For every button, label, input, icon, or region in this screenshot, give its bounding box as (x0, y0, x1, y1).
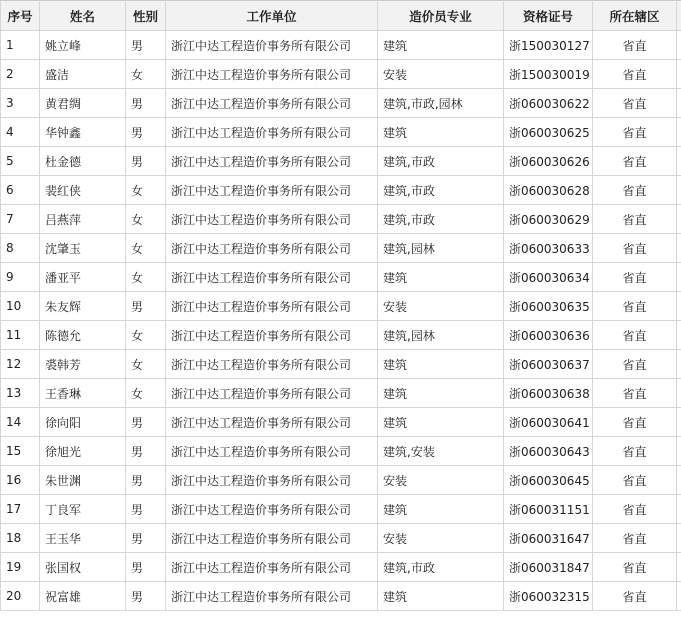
cell-employer: 浙江中达工程造价事务所有限公司 (166, 495, 378, 524)
cell-employer: 浙江中达工程造价事务所有限公司 (166, 176, 378, 205)
cell-district: 省直 (593, 582, 677, 611)
cell-certificate: 浙060031647 (504, 524, 593, 553)
cell-employer: 浙江中达工程造价事务所有限公司 (166, 466, 378, 495)
table-row (1, 437, 681, 466)
table-row (1, 205, 681, 234)
cell-index: 9 (1, 263, 40, 292)
cell-gender: 男 (126, 292, 166, 321)
cell-index: 3 (1, 89, 40, 118)
table-row (1, 89, 681, 118)
cell-index: 14 (1, 408, 40, 437)
table-row (1, 495, 681, 524)
cell-edge (677, 292, 681, 321)
table-row (1, 553, 681, 582)
cell-certificate: 浙060030645 (504, 466, 593, 495)
cell-specialty: 建筑,市政 (378, 205, 504, 234)
cell-district: 省直 (593, 379, 677, 408)
table-row (1, 60, 681, 89)
cell-name: 盛洁 (40, 60, 126, 89)
cell-gender: 男 (126, 582, 166, 611)
cell-name: 华钟鑫 (40, 118, 126, 147)
cell-specialty: 安装 (378, 60, 504, 89)
cell-name: 丁良军 (40, 495, 126, 524)
cell-name: 黄君绸 (40, 89, 126, 118)
cell-gender: 男 (126, 118, 166, 147)
table-row (1, 234, 681, 263)
cell-employer: 浙江中达工程造价事务所有限公司 (166, 89, 378, 118)
cell-district: 省直 (593, 350, 677, 379)
table-row (1, 524, 681, 553)
cell-certificate: 浙060030636 (504, 321, 593, 350)
cell-employer: 浙江中达工程造价事务所有限公司 (166, 321, 378, 350)
cell-edge (677, 466, 681, 495)
cell-employer: 浙江中达工程造价事务所有限公司 (166, 553, 378, 582)
cell-index: 13 (1, 379, 40, 408)
cell-district: 省直 (593, 89, 677, 118)
cell-specialty: 建筑 (378, 350, 504, 379)
cell-specialty: 建筑,园林 (378, 234, 504, 263)
cell-employer: 浙江中达工程造价事务所有限公司 (166, 118, 378, 147)
cell-index: 15 (1, 437, 40, 466)
cell-certificate: 浙060030641 (504, 408, 593, 437)
cell-certificate: 浙150030127 (504, 31, 593, 60)
cell-gender: 男 (126, 147, 166, 176)
cell-edge (677, 234, 681, 263)
cell-employer: 浙江中达工程造价事务所有限公司 (166, 582, 378, 611)
cell-gender: 男 (126, 437, 166, 466)
cell-gender: 女 (126, 263, 166, 292)
table-row (1, 582, 681, 611)
cell-specialty: 建筑,市政 (378, 553, 504, 582)
cell-edge (677, 321, 681, 350)
cell-employer: 浙江中达工程造价事务所有限公司 (166, 524, 378, 553)
cell-edge (677, 89, 681, 118)
cell-name: 潘亚平 (40, 263, 126, 292)
table-row (1, 466, 681, 495)
header-certificate: 资格证号 (504, 1, 593, 31)
cell-specialty: 安装 (378, 524, 504, 553)
cell-name: 王玉华 (40, 524, 126, 553)
cell-gender: 男 (126, 31, 166, 60)
cell-employer: 浙江中达工程造价事务所有限公司 (166, 379, 378, 408)
cell-district: 省直 (593, 118, 677, 147)
cell-district: 省直 (593, 292, 677, 321)
cell-employer: 浙江中达工程造价事务所有限公司 (166, 350, 378, 379)
cell-certificate: 浙060030629 (504, 205, 593, 234)
cell-edge (677, 495, 681, 524)
cell-gender: 男 (126, 466, 166, 495)
cell-specialty: 建筑,市政 (378, 176, 504, 205)
cell-edge (677, 524, 681, 553)
cell-edge (677, 205, 681, 234)
cell-index: 6 (1, 176, 40, 205)
header-row (1, 1, 681, 31)
cell-district: 省直 (593, 524, 677, 553)
cell-district: 省直 (593, 147, 677, 176)
cell-specialty: 建筑 (378, 31, 504, 60)
cell-edge (677, 437, 681, 466)
cell-gender: 女 (126, 321, 166, 350)
cell-index: 1 (1, 31, 40, 60)
cell-specialty: 安装 (378, 292, 504, 321)
table-row (1, 31, 681, 60)
cell-edge (677, 60, 681, 89)
cell-index: 5 (1, 147, 40, 176)
cell-specialty: 建筑 (378, 582, 504, 611)
cell-district: 省直 (593, 60, 677, 89)
header-index: 序号 (1, 1, 40, 31)
table-row (1, 350, 681, 379)
table-row (1, 263, 681, 292)
cell-specialty: 建筑,安装 (378, 437, 504, 466)
header-specialty: 造价员专业 (378, 1, 504, 31)
table-header (1, 1, 681, 31)
cell-certificate: 浙060030635 (504, 292, 593, 321)
cell-specialty: 建筑 (378, 118, 504, 147)
header-employer: 工作单位 (166, 1, 378, 31)
cell-district: 省直 (593, 234, 677, 263)
cell-district: 省直 (593, 321, 677, 350)
cell-index: 7 (1, 205, 40, 234)
cell-index: 18 (1, 524, 40, 553)
cell-name: 张国权 (40, 553, 126, 582)
cell-specialty: 建筑,园林 (378, 321, 504, 350)
cell-gender: 男 (126, 408, 166, 437)
table-row (1, 118, 681, 147)
cell-district: 省直 (593, 437, 677, 466)
cell-employer: 浙江中达工程造价事务所有限公司 (166, 437, 378, 466)
cell-certificate: 浙060031151 (504, 495, 593, 524)
cell-employer: 浙江中达工程造价事务所有限公司 (166, 263, 378, 292)
cell-specialty: 建筑 (378, 379, 504, 408)
table-row (1, 321, 681, 350)
cell-employer: 浙江中达工程造价事务所有限公司 (166, 205, 378, 234)
cell-edge (677, 553, 681, 582)
cell-edge (677, 31, 681, 60)
cell-edge (677, 350, 681, 379)
cell-index: 2 (1, 60, 40, 89)
cell-index: 17 (1, 495, 40, 524)
cell-index: 10 (1, 292, 40, 321)
cell-gender: 女 (126, 60, 166, 89)
cell-name: 裴红侠 (40, 176, 126, 205)
cell-index: 8 (1, 234, 40, 263)
cell-certificate: 浙060030626 (504, 147, 593, 176)
table-row (1, 379, 681, 408)
cell-employer: 浙江中达工程造价事务所有限公司 (166, 234, 378, 263)
cell-employer: 浙江中达工程造价事务所有限公司 (166, 60, 378, 89)
cell-name: 沈肇玉 (40, 234, 126, 263)
cell-district: 省直 (593, 553, 677, 582)
table-row (1, 408, 681, 437)
cell-name: 王香琳 (40, 379, 126, 408)
cell-specialty: 建筑 (378, 263, 504, 292)
cell-edge (677, 263, 681, 292)
cell-certificate: 浙060030622 (504, 89, 593, 118)
cell-name: 朱世渊 (40, 466, 126, 495)
cell-index: 19 (1, 553, 40, 582)
cell-name: 陈德允 (40, 321, 126, 350)
cell-index: 11 (1, 321, 40, 350)
cell-index: 20 (1, 582, 40, 611)
cell-name: 姚立峰 (40, 31, 126, 60)
table-row (1, 292, 681, 321)
cell-gender: 女 (126, 350, 166, 379)
cell-edge (677, 118, 681, 147)
cell-edge (677, 582, 681, 611)
cell-employer: 浙江中达工程造价事务所有限公司 (166, 292, 378, 321)
cell-name: 杜金德 (40, 147, 126, 176)
cell-edge (677, 176, 681, 205)
cell-employer: 浙江中达工程造价事务所有限公司 (166, 31, 378, 60)
cell-certificate: 浙060032315 (504, 582, 593, 611)
cell-specialty: 建筑 (378, 408, 504, 437)
cell-edge (677, 408, 681, 437)
cell-edge (677, 147, 681, 176)
cell-gender: 女 (126, 205, 166, 234)
cell-index: 16 (1, 466, 40, 495)
cell-specialty: 建筑,市政,园林 (378, 89, 504, 118)
cell-district: 省直 (593, 176, 677, 205)
cell-certificate: 浙060031847 (504, 553, 593, 582)
cell-name: 徐旭光 (40, 437, 126, 466)
cell-certificate: 浙060030638 (504, 379, 593, 408)
cell-certificate: 浙060030625 (504, 118, 593, 147)
cell-gender: 女 (126, 234, 166, 263)
cell-certificate: 浙060030643 (504, 437, 593, 466)
header-name: 姓名 (40, 1, 126, 31)
cell-specialty: 安装 (378, 466, 504, 495)
header-gender: 性别 (126, 1, 166, 31)
cell-gender: 男 (126, 524, 166, 553)
cell-certificate: 浙150030019 (504, 60, 593, 89)
cell-edge (677, 379, 681, 408)
cell-name: 徐向阳 (40, 408, 126, 437)
header-edge (677, 1, 681, 31)
cell-district: 省直 (593, 31, 677, 60)
cell-index: 12 (1, 350, 40, 379)
cell-index: 4 (1, 118, 40, 147)
cell-gender: 女 (126, 176, 166, 205)
cell-gender: 女 (126, 379, 166, 408)
cell-district: 省直 (593, 495, 677, 524)
cell-name: 裘韩芳 (40, 350, 126, 379)
cell-certificate: 浙060030628 (504, 176, 593, 205)
table-body (1, 31, 681, 611)
cell-certificate: 浙060030634 (504, 263, 593, 292)
cell-employer: 浙江中达工程造价事务所有限公司 (166, 408, 378, 437)
table-row (1, 147, 681, 176)
cell-employer: 浙江中达工程造价事务所有限公司 (166, 147, 378, 176)
cell-specialty: 建筑,市政 (378, 147, 504, 176)
cell-district: 省直 (593, 466, 677, 495)
cell-name: 祝富雄 (40, 582, 126, 611)
cell-district: 省直 (593, 205, 677, 234)
cell-certificate: 浙060030633 (504, 234, 593, 263)
cell-specialty: 建筑 (378, 495, 504, 524)
cell-gender: 男 (126, 553, 166, 582)
header-district: 所在辖区 (593, 1, 677, 31)
cell-district: 省直 (593, 408, 677, 437)
cell-name: 朱友辉 (40, 292, 126, 321)
cell-gender: 男 (126, 89, 166, 118)
cell-certificate: 浙060030637 (504, 350, 593, 379)
cell-district: 省直 (593, 263, 677, 292)
cell-name: 吕燕萍 (40, 205, 126, 234)
table-row (1, 176, 681, 205)
cell-gender: 男 (126, 495, 166, 524)
